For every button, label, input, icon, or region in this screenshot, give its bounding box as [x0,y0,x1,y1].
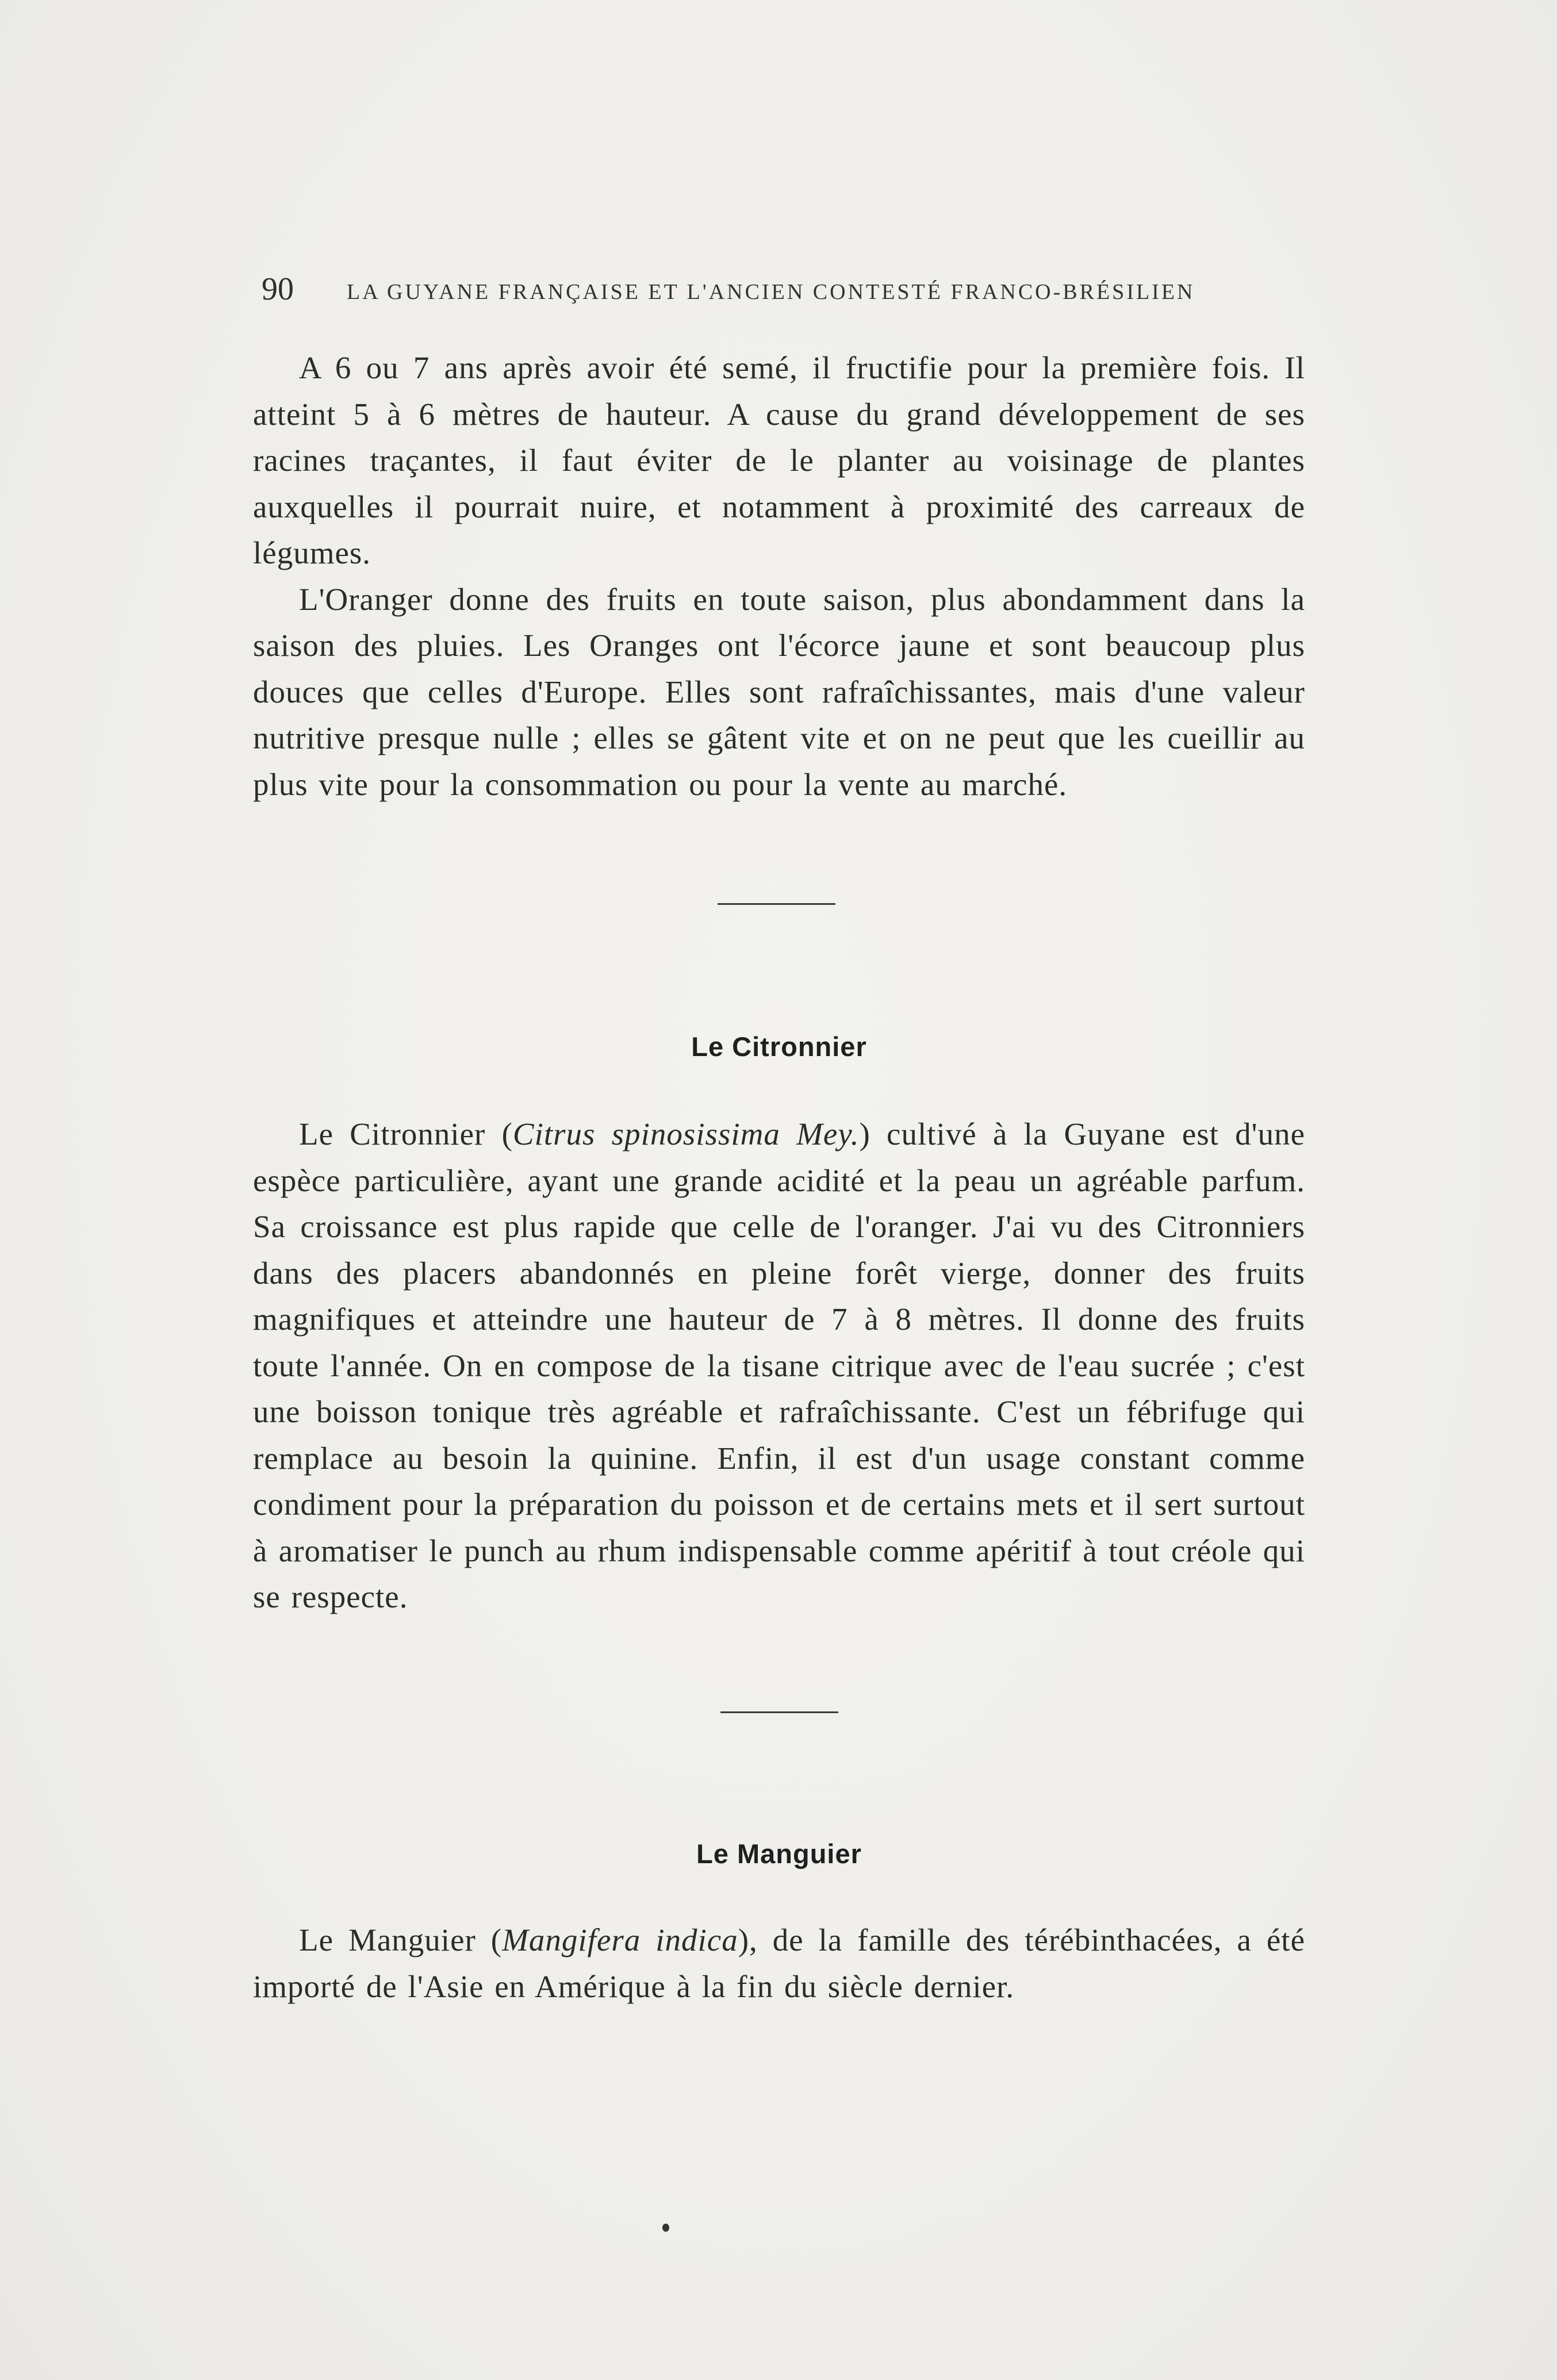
running-head: LA GUYANE FRANÇAISE ET L'ANCIEN CONTESTÉ FRANCO-BRÉSILIEN [347,280,1195,304]
section-heading-citronnier: Le Citronnier [691,1031,867,1062]
section-heading-manguier: Le Manguier [696,1838,862,1869]
citronnier-text: ) cultivé à la Guyane est d'une espèce particulière, ayant une grande acidité et la peau un agréable parfum. Sa croissance est plus rapide que celle de l'oranger. J'ai vu des Citronniers dans des placers abandonnés en pleine forêt vierge, donner des fruits magnifiques et atteindre une hauteur de 7 à 8 mètres. Il donne des fruits toute l'année. On en compose de la tisane citrique avec de l'eau sucrée ; c'est une boisson tonique très agréable et rafraîchissante. C'est un fébrifuge qui remplace au besoin la quinine. Enfin, il est d'un usage constant comme condiment pour la préparation du poisson et de certains mets et il sert surtout à aromatiser le punch au rhum indispensable comme apéritif à tout créole qui se respecte. [253,1116,1305,1614]
latin-name: Mangifera indica [502,1922,738,1957]
manguier-text: ), de la famille des térébinthacées, a été importé de l'Asie en Amérique à la fin du siècle dernier. [253,1922,1305,2004]
orange-section-body [253,345,1305,808]
manguier-section-body [253,1917,1305,2010]
page-header [262,269,1297,309]
section-divider [720,1711,838,1713]
latin-name: Citrus spinosissima Mey. [512,1116,860,1151]
paragraph: A 6 ou 7 ans après avoir été semé, il fructifie pour la première fois. Il atteint 5 à 6 mètres de hauteur. A cause du grand développement de ses racines traçantes, il faut éviter de le planter au voisinage de plantes auxquelles il pourrait nuire, et notamment à proximité des carreaux de légumes. [253,350,1305,570]
ink-speck [662,2224,669,2232]
citronnier-section-body [253,1111,1305,1621]
page-number: 90 [262,271,294,307]
paragraph [253,1917,1305,2010]
paragraph: L'Oranger donne des fruits en toute saison, plus abondamment dans la saison des pluies. Les Oranges ont l'écorce jaune et sont beaucoup plus douces que celles d'Europe. Elles sont rafraîchissantes, mais d'une valeur nutritive presque nulle ; elles se gâtent vite et on ne peut que les cueillir au plus vite pour la consommation ou pour la vente au marché. [253,581,1305,802]
section-divider [718,903,835,905]
paragraph [253,1111,1305,1621]
manguier-intro: Le Manguier ( [299,1922,503,1957]
citronnier-intro: Le Citronnier ( [299,1116,513,1151]
